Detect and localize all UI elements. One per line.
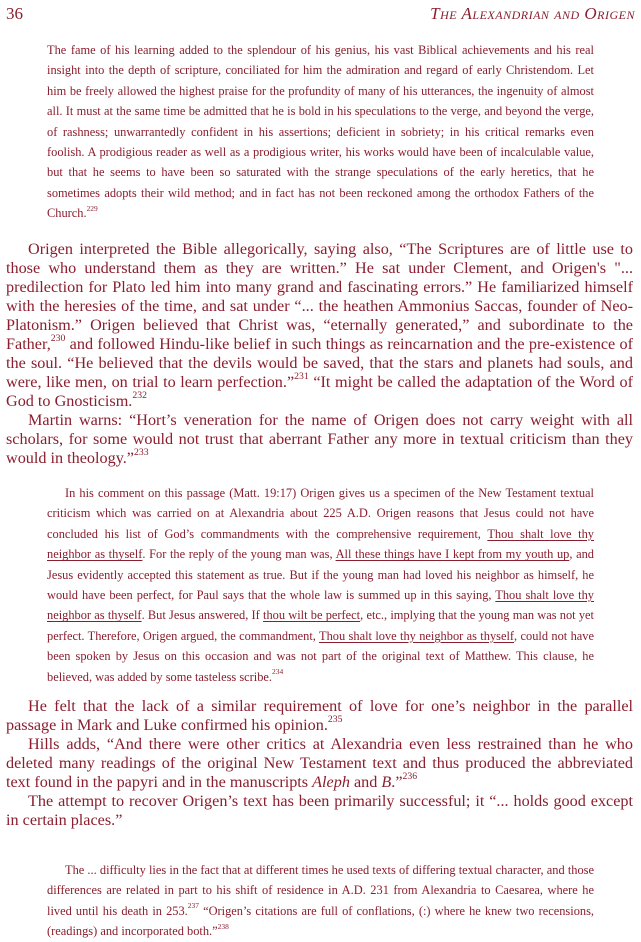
paragraph-text: and: [349, 773, 382, 791]
underlined-citation: Thou shalt love thy neighbor as thyself: [47, 588, 595, 623]
block-quote-2: [47, 483, 594, 687]
quote-text: , could not have been spoken by Jesus on this occasion and was not part of the original text of Matthew. This clause, he believed, was added by some tasteless scribe.: [47, 628, 594, 684]
footnote-ref[interactable]: 232: [132, 389, 147, 401]
paragraph-text: The attempt to recover Origen’s text has been primarily successful; it “... holds good except in certain places.”: [6, 792, 633, 829]
quote-text: . For the reply of the young man was,: [142, 547, 336, 562]
paragraph-text: and followed Hindu-like belief in such things as reincarnation and the pre-existence of the soul. “He believed that the devils would be saved, that the stars and planets had souls, and were, like men, on trial to learn perfection.”: [6, 335, 633, 391]
footnote-ref[interactable]: 229: [86, 203, 98, 213]
paragraph: [6, 411, 633, 468]
footnote-ref[interactable]: 238: [217, 921, 229, 931]
quote-text: , etc., implying that the young man was not yet perfect. Therefore, Origen argued, the commandment,: [47, 608, 594, 643]
manuscript-name: Aleph: [312, 773, 350, 791]
manuscript-name: B: [381, 773, 392, 791]
paragraph: [6, 792, 633, 830]
paragraph: [6, 735, 633, 792]
paragraph-text: Martin warns: “Hort’s veneration for the name of Origen does not carry weight with all scholars, for some would not trust that aberrant Father any more in textual criticism than they would in theology.”: [6, 411, 633, 467]
page-header: [6, 4, 635, 26]
underlined-citation: Thou shalt love thy neighbor as thyself: [319, 628, 515, 643]
paragraph-text: .”: [391, 773, 403, 791]
footnote-ref[interactable]: 230: [50, 332, 66, 344]
underlined-citation: All these things have I kept from my youth up: [335, 547, 570, 562]
quote-text: . But Jesus answered, If: [141, 608, 264, 623]
paragraph: [6, 240, 633, 411]
footnote-ref[interactable]: 231: [294, 370, 309, 382]
footnote-ref[interactable]: 233: [133, 446, 149, 458]
paragraph-text: Hills adds, “And there were other critics at Alexandria even less restrained than he who deleted many readings of the original New Testament text and thus produced the abbreviated text found in the papyri and in the manuscripts: [6, 735, 633, 791]
block-quote-1: [47, 40, 594, 224]
paragraph-text: Origen interpreted the Bible allegorically, saying also, “The Scriptures are of little use to those who understand them as they are written.” He sat under Clement, and Origen's "... predilection for Plato led him into many grand and fascinating errors.” He familiarized himself with the heresies of the time, and sat under “... the heathen Ammonius Saccas, founder of Neo-Platonism.” Origen believed that Christ was, “eternally generated,” and subordinate to the Father,: [6, 240, 633, 353]
paragraph-text: He felt that the lack of a similar requirement of love for one’s neighbor in the parallel passage in Mark and Luke confirmed his opinion.: [6, 697, 633, 734]
block-quote-3: [47, 860, 594, 942]
footnote-ref[interactable]: 235: [327, 713, 343, 725]
underlined-citation: Thou shalt love thy neighbor as thyself: [47, 526, 595, 562]
page-number: 36: [6, 4, 23, 23]
body-section-2: [6, 697, 633, 830]
paragraph: [6, 697, 633, 735]
quote-text: The fame of his learning added to the splendour of his genius, his vast Biblical achievements and his real insight into the depth of scripture, conciliated for him the admiration and regard of early Christendom. Let him be freely allowed the highest praise for the profundity of many of his utterances, the ingenuity of almost all. It must at the same time be admitted that he is bold in his speculations to the verge, and beyond the verge, of rashness; unwarrantedly confident in his assertions; deficient in sobriety; in his critical remarks even foolish. A prodigious reader as well as a prodigious writer, his works would have been of incalculable value, but that he seems to have been so saturated with the strange speculations of the early heretics, that he sometimes adopts their wild method; and in fact has not been reckoned among the orthodox Fathers of the Church.: [47, 43, 594, 221]
quote-text: “Origen’s citations are full of conflations, (:) where he knew two recensions, (readings) and incorporated both.”: [47, 903, 594, 939]
footnote-ref[interactable]: 237: [187, 901, 199, 911]
running-title: The Alexandrian and Origen: [430, 4, 635, 23]
quote-text: The ... difficulty lies in the fact that at different times he used texts of differing textual character, and those differences are related in part to his shift of residence in A.D. 231 from Alexandria to Caesarea, where he lived until his death in 253.: [47, 863, 594, 918]
quote-text: , and Jesus evidently accepted this statement as true. But if the young man had loved his neighbor as himself, he would have been perfect, for Paul says that the whole law is summed up in this saying,: [47, 547, 594, 603]
footnote-ref[interactable]: 234: [272, 667, 284, 677]
footnote-ref[interactable]: 236: [402, 770, 418, 782]
quote-text: In his comment on this passage (Matt. 19:17) Origen gives us a specimen of the New Testament textual criticism which was carried on at Alexandria about 225 A.D. Origen reasons that Jesus could not have concluded his list of God’s commandments with the comprehensive requirement,: [47, 486, 594, 541]
body-section-1: [6, 240, 633, 468]
paragraph-text: “It might be called the adaptation of the Word of God to Gnosticism.: [6, 373, 633, 410]
underlined-citation: thou wilt be perfect: [263, 608, 361, 623]
